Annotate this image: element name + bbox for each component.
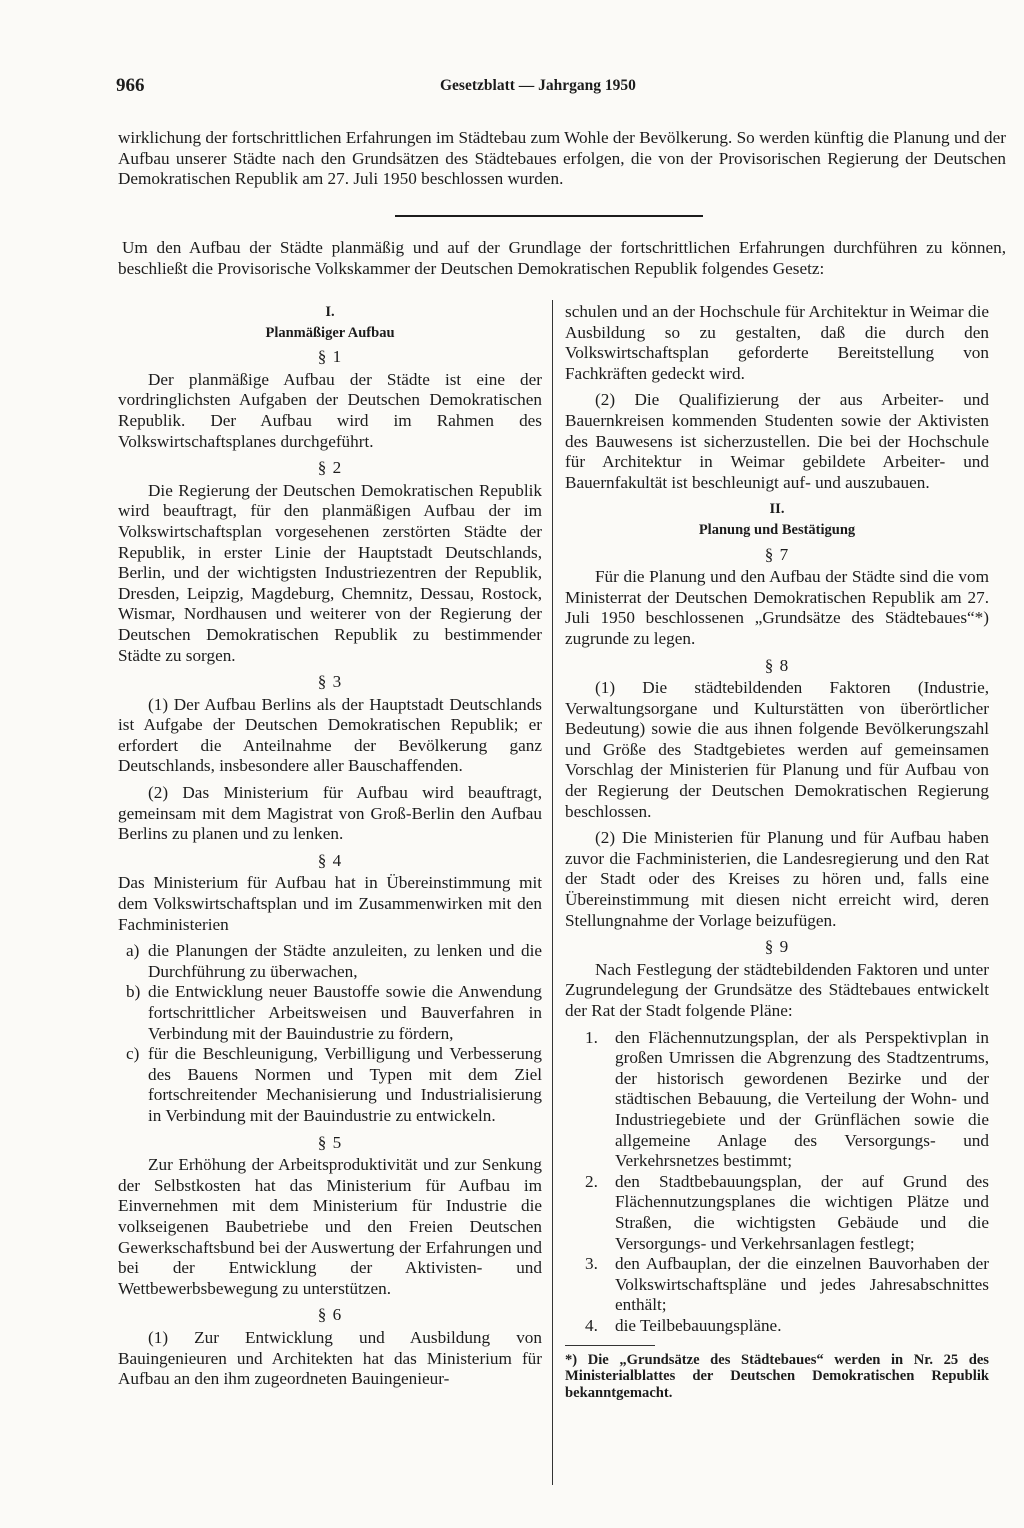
right-column bbox=[565, 302, 989, 1408]
section-paragraph: (1) Die städtebildenden Faktoren (Industrie, Verwaltungsorgane und Kulturstätten von überörtlicher Bedeutung) sowie die aus ihnen folgende Bevölkerungszahl und Größe des Stadtgebietes werden auf gemeinsamen Vorschlag der Ministerien für Planung und für Aufbau von der Regierung der Deutschen Demokratischen Regierung beschlossen. bbox=[565, 678, 989, 821]
section-heading: § 6 bbox=[317, 1305, 343, 1325]
section-heading: § 4 bbox=[317, 850, 343, 870]
list-marker: 4. bbox=[585, 1315, 598, 1335]
list-item-text: den Flächennutzungsplan, der als Perspektivplan in großen Umrissen die Abgrenzung des Stadtzentrums, der historisch gewordenen Bezirke und der städtischen Bebauung, die Verteilung der Wohn- und Industriegebiete und der Grünflächen sowie die allgemeine Anlage des Versorgungs- und Verkehrsnetzes bestimmt; bbox=[615, 1027, 989, 1171]
list-item-text: die Teilbebauungspläne. bbox=[615, 1315, 782, 1335]
section-paragraph: Für die Planung und den Aufbau der Städte sind die vom Ministerrat der Deutschen Demokratischen Republik am 27. Juli 1950 beschlossenen „Grundsätze des Städtebaues“*) zugrunde zu legen. bbox=[565, 567, 989, 648]
section-paragraph: Zur Erhöhung der Arbeitsproduktivität und zur Senkung der Selbstkosten hat das Ministerium für Aufbau im Einvernehmen mit dem Ministerium für Industrie die volkseigenen Baubetriebe und den Freien Deutschen Gewerkschaftsbund bei der Auswertung der Erfahrungen und bei der Entwicklung der Aktivisten- und Wettbewerbsbewegung zu unterstützen. bbox=[118, 1155, 542, 1298]
list-item bbox=[118, 1044, 542, 1126]
list-marker: 3. bbox=[585, 1254, 598, 1274]
list-item bbox=[565, 1028, 989, 1172]
list-item-text: die Entwicklung neuer Baustoffe sowie die Anwendung fortschrittlicher Arbeitsweisen und Bauverfahren in Verbindung mit der Bauindustrie zu fördern, bbox=[148, 982, 542, 1043]
list-marker: a) bbox=[126, 941, 140, 961]
list-item bbox=[118, 982, 542, 1044]
section-paragraph: (2) Die Ministerien für Planung und für Aufbau haben zuvor die Fachministerien, die Landesregierung und den Rat der Stadt oder des Kreises zu hören und, falls eine Übereinstimmung mit diesen nicht erreicht wird, deren Stellungnahme der Vorlage beizufügen. bbox=[565, 828, 989, 930]
list-item-text: für die Beschleunigung, Verbilligung und Verbesserung des Bauens Normen und Typen mit dem Ziel fortschreitender Mechanisierung und Industrialisierung in Verbindung mit der Bauindustrie zu entwickeln. bbox=[148, 1044, 542, 1125]
section-paragraph: Das Ministerium für Aufbau hat in Übereinstimmung mit dem Volkswirtschaftsplan und im Zusammenwirken mit den Fachministerien bbox=[118, 873, 542, 934]
section-paragraph: Nach Festlegung der städtebildenden Faktoren und unter Zugrundelegung der Grundsätze des Städtebaues entwickelt der Rat der Stadt folgende Pläne: bbox=[565, 959, 989, 1020]
list-marker: 2. bbox=[585, 1171, 598, 1191]
footnote-rule bbox=[565, 1345, 655, 1346]
list-marker: c) bbox=[126, 1044, 140, 1064]
section-paragraph: (1) Zur Entwicklung und Ausbildung von Bauingenieuren und Architekten hat das Ministerium für Aufbau an den ihm zugeordneten Bauingenieur- bbox=[118, 1327, 542, 1389]
list-item bbox=[118, 941, 542, 982]
section-heading: § 5 bbox=[317, 1132, 343, 1152]
enumerated-list bbox=[565, 1028, 989, 1337]
part-title: Planmäßiger Aufbau bbox=[265, 324, 395, 341]
list-item-text: die Planungen der Städte anzuleiten, zu lenken und die Durchführung zu überwachen, bbox=[148, 941, 542, 981]
list-marker: 1. bbox=[585, 1027, 598, 1047]
preamble-paragraph: Um den Aufbau der Städte planmäßig und auf der Grundlage der fortschrittlichen Erfahrungen durchführen zu können, beschließt die Provisorische Volkskammer der Deutschen Demokratischen Republik folgendes Gesetz: bbox=[118, 238, 1006, 278]
column-divider bbox=[552, 300, 553, 1485]
section-heading: § 3 bbox=[317, 672, 343, 692]
intro-paragraph: wirklichung der fortschrittlichen Erfahrungen im Städtebau zum Wohle der Bevölkerung. So werden künftig die Planung und der Aufbau unserer Städte nach den Grundsätzen des Städtebaues erfolgen, die von der Provisorischen Regierung der Deutschen Demokratischen Republik am 27. Juli 1950 beschlossen wurden. bbox=[118, 128, 1006, 189]
enumerated-list bbox=[118, 941, 542, 1126]
section-heading: § 7 bbox=[764, 544, 790, 564]
section-heading: § 9 bbox=[764, 937, 790, 957]
part-number: I. bbox=[325, 304, 335, 320]
section-heading: § 8 bbox=[764, 655, 790, 675]
running-head: Gesetzblatt — Jahrgang 1950 bbox=[440, 77, 636, 94]
list-item bbox=[565, 1172, 989, 1254]
list-item-text: den Stadtbebauungsplan, der auf Grund des Flächennutzungsplanes die wichtigen Plätze und Straßen, die wichtigsten Gebäude und die Versorgungs- und Verkehrsanlagen festlegt; bbox=[615, 1171, 989, 1253]
part-title: Planung und Bestätigung bbox=[698, 521, 856, 538]
section-paragraph: (2) Das Ministerium für Aufbau wird beauftragt, gemeinsam mit dem Magistrat von Groß-Berlin den Aufbau Berlins zu planen und zu lenken. bbox=[118, 783, 542, 844]
list-item bbox=[565, 1316, 989, 1337]
section-paragraph: (2) Die Qualifizierung der aus Arbeiter- und Bauernkreisen kommenden Studenten sowie der Aktivisten des Bauwesens ist sicherzustellen. Die bei der Hochschule für Architektur in Weimar gebildete Arbeiter- und Bauernfakultät ist beschleunigt auf- und auszubauen. bbox=[565, 390, 989, 492]
part-number: II. bbox=[769, 501, 785, 518]
section-heading: § 2 bbox=[317, 458, 343, 478]
section-heading: § 1 bbox=[317, 347, 343, 367]
footnote: *) Die „Grundsätze des Städtebaues“ werden in Nr. 25 des Ministerialblattes der Deutschen Demokratischen Republik bekanntgemacht. bbox=[565, 1351, 989, 1402]
section-paragraph: schulen und an der Hochschule für Architektur in Weimar die Ausbildung so zu gestalten, daß die durch den Volkswirtschaftsplan geforderte Bereitstellung von Fachkräften gedeckt wird. bbox=[565, 302, 989, 383]
list-item-text: den Aufbauplan, der die einzelnen Bauvorhaben der Volkswirtschaftspläne und jedes Jahresabschnittes enthält; bbox=[615, 1254, 989, 1315]
section-paragraph: Der planmäßige Aufbau der Städte ist eine der vordringlichsten Aufgaben der Deutschen Demokratischen Republik. Der Aufbau wird im Rahmen des Volkswirtschaftsplanes durchgeführt. bbox=[118, 369, 542, 451]
section-paragraph: (1) Der Aufbau Berlins als der Hauptstadt Deutschlands ist Aufgabe der Deutschen Demokratischen Republik; er erfordert die Anteilnahme der Bevölkerung ganz Deutschlands, insbesondere aller Bauschaffenden. bbox=[118, 694, 542, 776]
section-divider bbox=[395, 215, 703, 217]
list-item bbox=[565, 1254, 989, 1316]
left-column bbox=[118, 302, 542, 1396]
page-number: 966 bbox=[116, 75, 145, 96]
section-paragraph: Die Regierung der Deutschen Demokratischen Republik wird beauftragt, für den planmäßigen Aufbau der im Volkswirtschaftsplan vorgesehenen zerstörten Städte der Republik, in erster Linie der Hauptstadt Deutschlands, Berlin, und der wichtigsten Industriezentren der Republik, Dresden, Leipzig, Magdeburg, Chemnitz, Dessau, Rostock, Wismar, Nordhausen und weiterer von der Regierung der Deutschen Demokratischen Republik zu bestimmender Städte zu sorgen. bbox=[118, 480, 542, 665]
list-marker: b) bbox=[126, 982, 141, 1002]
